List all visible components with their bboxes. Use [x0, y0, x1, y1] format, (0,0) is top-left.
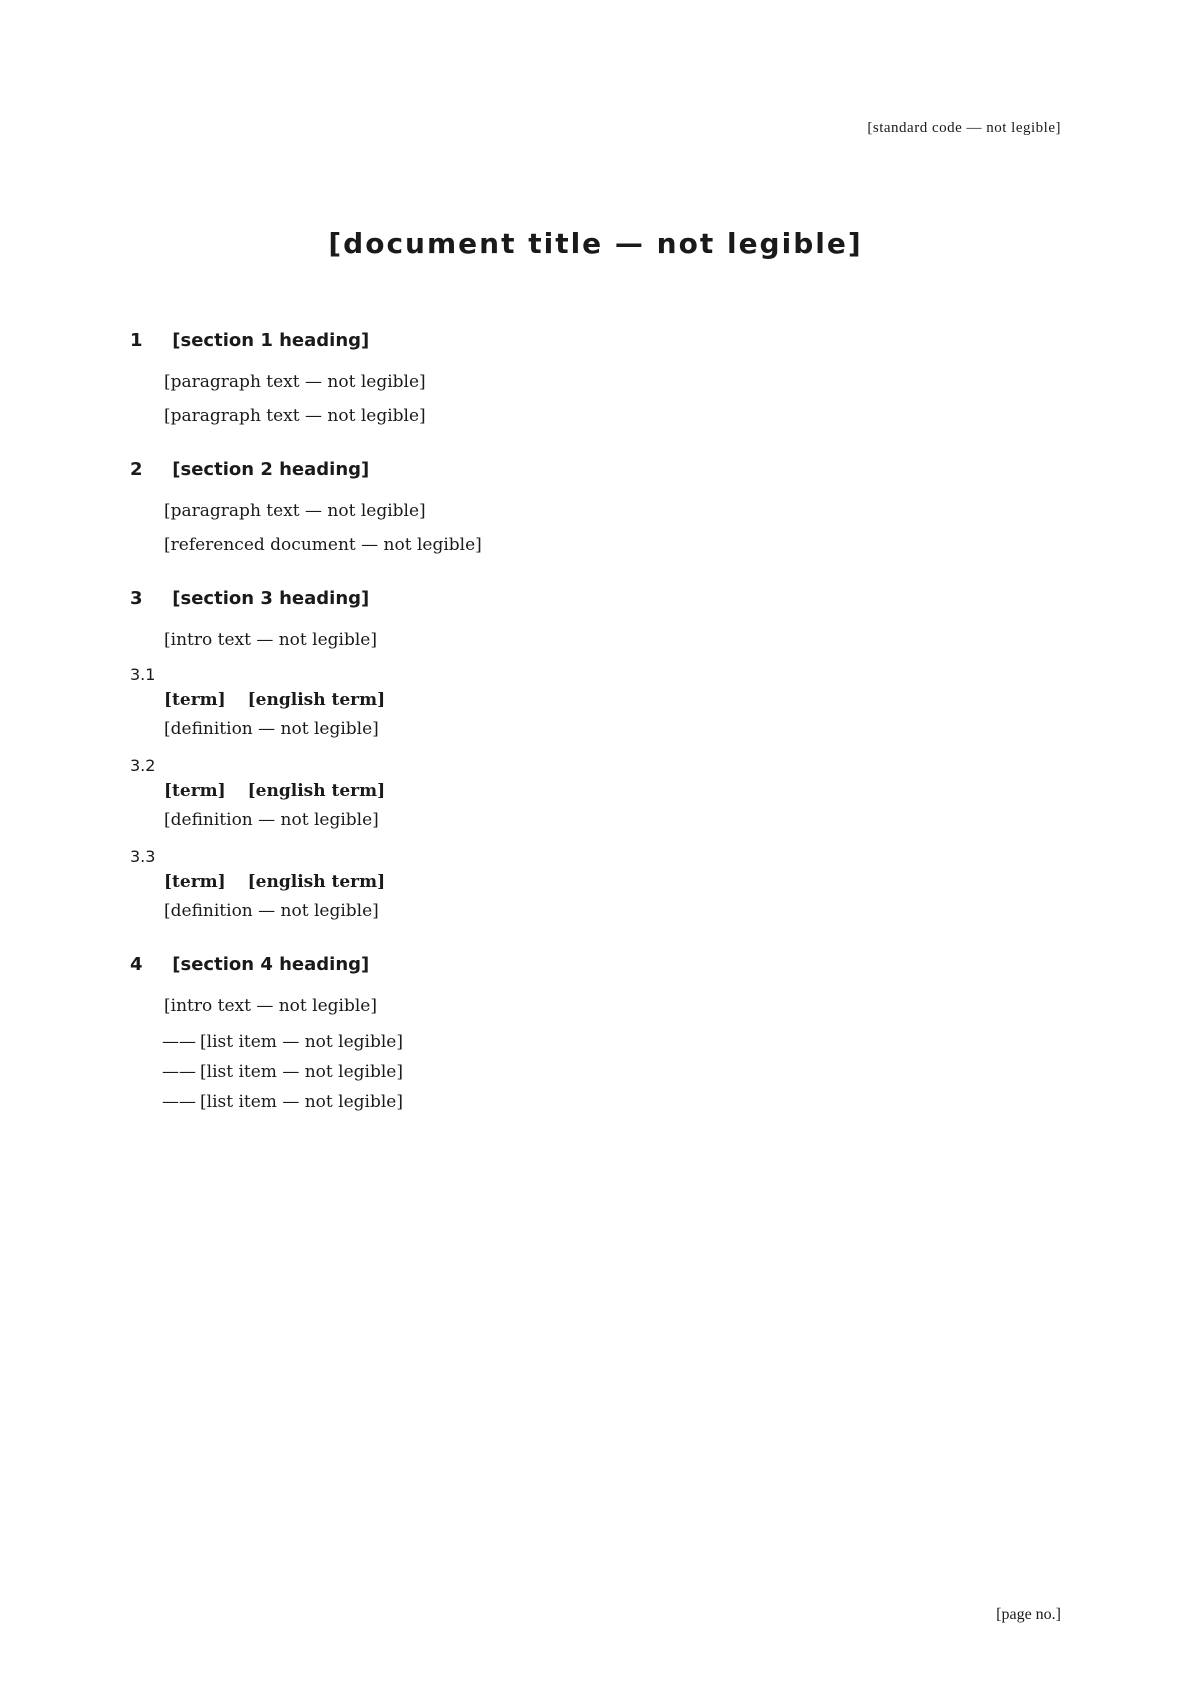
paragraph: [paragraph text — not legible] [164, 406, 426, 426]
term-name [130, 872, 1061, 892]
section-number: 4 [130, 954, 143, 975]
term-item [130, 847, 1061, 926]
term-definition: [definition — not legible] [164, 810, 379, 830]
section-references [130, 459, 1061, 560]
section-scope [130, 330, 1061, 431]
term-definition: [definition — not legible] [164, 901, 379, 921]
paragraph: [intro text — not legible] [164, 630, 377, 650]
term-id: 3.3 [130, 847, 156, 866]
page-title: [document title — not legible] [328, 227, 863, 260]
section-number: 3 [130, 588, 143, 609]
section-terms [130, 588, 1061, 926]
term-definition: [definition — not legible] [164, 719, 379, 739]
list-item: —— [list item — not legible] [162, 1032, 403, 1052]
term-name [130, 690, 1061, 710]
dash-bullet-icon: —— [162, 1062, 196, 1082]
term-item [130, 665, 1061, 744]
section-number: 2 [130, 459, 143, 480]
section-heading [130, 459, 1061, 480]
term-name-zh: [term] [164, 690, 226, 710]
section-title: [section 3 heading] [172, 588, 370, 609]
standard-code: [standard code — not legible] [867, 120, 1061, 136]
term-id: 3.2 [130, 756, 156, 775]
section-heading [130, 954, 1061, 975]
test-item-list [130, 1027, 1061, 1117]
section-title: [section 1 heading] [172, 330, 370, 351]
section-title: [section 4 heading] [172, 954, 370, 975]
term-id: 3.1 [130, 665, 156, 684]
term-name-en: [english term] [247, 781, 386, 801]
section-tests [130, 954, 1061, 1117]
dash-bullet-icon: —— [162, 1032, 196, 1052]
paragraph: [referenced document — not legible] [164, 535, 482, 555]
paragraph: [paragraph text — not legible] [164, 372, 426, 392]
term-name-en: [english term] [247, 690, 386, 710]
term-name-zh: [term] [164, 781, 226, 801]
section-heading [130, 588, 1061, 609]
paragraph: [intro text — not legible] [164, 996, 377, 1016]
term-name-zh: [term] [164, 872, 226, 892]
page-number: [page no.] [996, 1606, 1061, 1623]
list-item: —— [list item — not legible] [162, 1092, 403, 1112]
term-list [130, 665, 1061, 926]
term-name-en: [english term] [247, 872, 386, 892]
section-number: 1 [130, 330, 143, 351]
term-name [130, 781, 1061, 801]
paragraph: [paragraph text — not legible] [164, 501, 426, 521]
list-item: —— [list item — not legible] [162, 1062, 403, 1082]
section-title: [section 2 heading] [172, 459, 370, 480]
term-item [130, 756, 1061, 835]
dash-bullet-icon: —— [162, 1092, 196, 1112]
section-heading [130, 330, 1061, 351]
